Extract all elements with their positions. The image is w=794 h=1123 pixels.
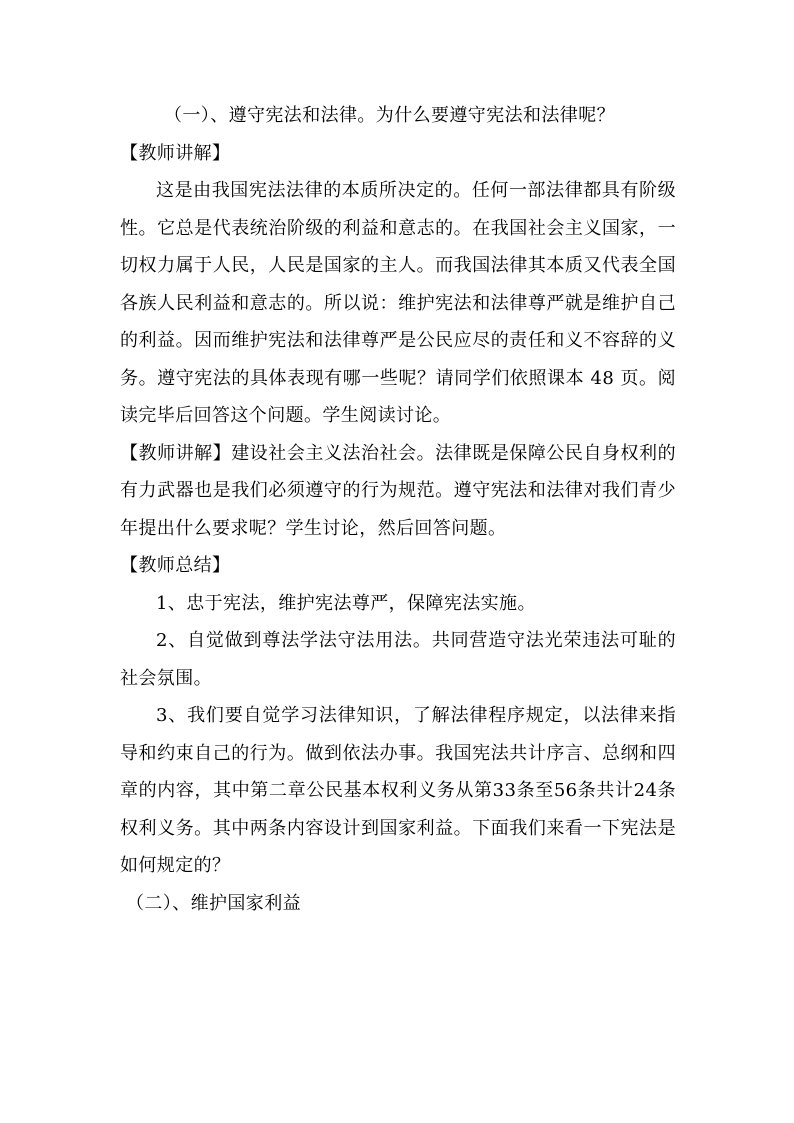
section-heading-2: （二）、维护国家利益 bbox=[126, 892, 301, 914]
document-body bbox=[120, 97, 676, 922]
body-paragraph-teacher-explanation: 【教师讲解】建设社会主义法治社会。法律既是保障公民自身权利的有力武器也是我们必须遵守的行为规范。遵守宪法和法律对我们青少年提出什么要求呢？学生讨论，然后回答问题。 bbox=[120, 442, 676, 539]
body-paragraph-constitution-nature: 这是由我国宪法法律的本质所决定的。任何一部法律都具有阶级性。它总是代表统治阶级的利益和意志的。在我国社会主义国家，一切权力属于人民，人民是国家的主人。而我国法律其本质又代表全国各族人民利益和意志的。所以说：维护宪法和法律尊严就是维护自己的利益。因而维护宪法和法律尊严是公民应尽的责任和义不容辞的义务。遵守宪法的具体表现有哪一些呢？请同学们依照课本 48 页。阅读完毕后回答这个问题。学生阅读讨论。 bbox=[120, 180, 676, 426]
summary-item-3: 3、我们要自觉学习法律知识，了解法律程序规定，以法律来指导和约束自己的行为。做到依法办事。我国宪法共计序言、总纲和四章的内容，其中第二章公民基本权利义务从第33条至56条共计24条权利义务。其中两条内容设计到国家利益。下面我们来看一下宪法是如何规定的？ bbox=[120, 705, 676, 876]
summary-item-1: 1、忠于宪法，维护宪法尊严，保障宪法实施。 bbox=[156, 592, 536, 614]
teacher-explanation-label: 【教师讲解】 bbox=[120, 142, 231, 164]
summary-item-2: 2、自觉做到尊法学法守法用法。共同营造守法光荣违法可耻的社会氛围。 bbox=[120, 630, 676, 689]
teacher-summary-label: 【教师总结】 bbox=[120, 555, 231, 576]
section-heading-1: （一）、遵守宪法和法律。为什么要遵守宪法和法律呢？ bbox=[164, 105, 615, 126]
